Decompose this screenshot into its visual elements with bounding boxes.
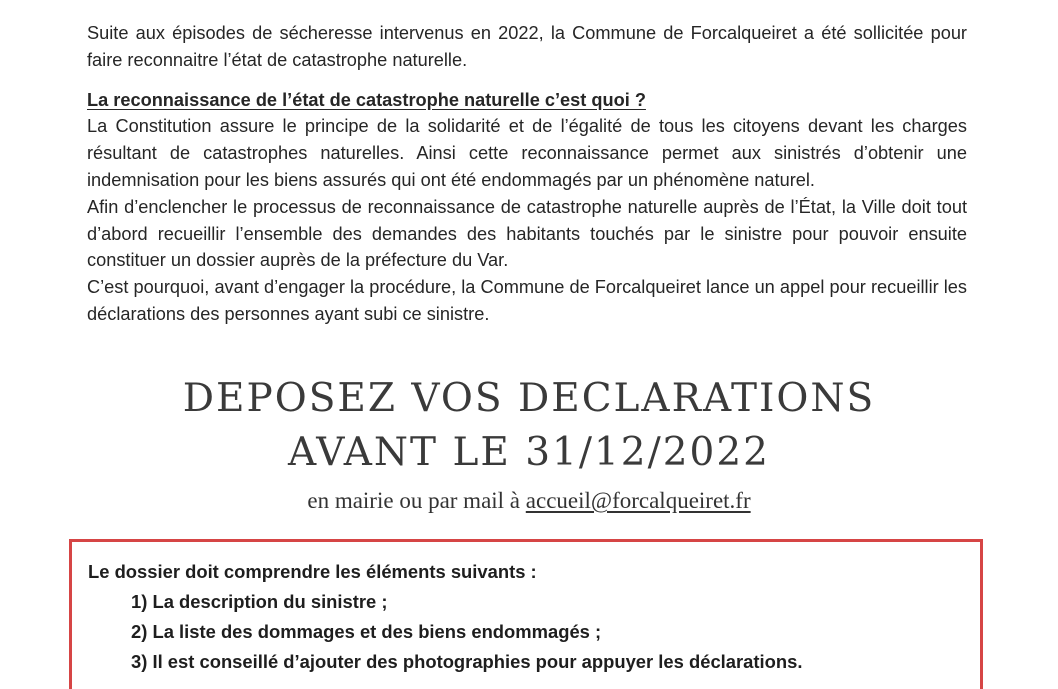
- section-paragraph-1: La Constitution assure le principe de la solidarité et de l’égalité de tous les citoyens devant les charges résultant de catastrophes naturelles. Ainsi cette reconnaissance permet aux sinistrés d’obtenir une indemnisation pour les biens assurés qui ont été endommagés par un phénomène naturel.: [87, 116, 967, 190]
- section-heading: La reconnaissance de l’état de catastrophe naturelle c’est quoi ?: [87, 89, 646, 110]
- section-paragraph-3: C’est pourquoi, avant d’engager la procédure, la Commune de Forcalqueiret lance un appel pour recueillir les déclarations des personnes ayant subi ce sinistre.: [87, 277, 967, 324]
- dossier-content: [88, 557, 968, 677]
- dossier-heading: Le dossier doit comprendre les éléments suivants :: [88, 561, 537, 582]
- list-item: 2) La liste des dommages et des biens endommagés ;: [131, 621, 602, 642]
- list-item: 1) La description du sinistre ;: [131, 591, 388, 612]
- callout-title-line-2: AVANT LE 31/12/2022: [288, 430, 770, 475]
- contact-prefix: en mairie ou par mail à: [307, 488, 526, 513]
- list-item: 3) Il est conseillé d’ajouter des photographies pour appuyer les déclarations.: [131, 651, 803, 672]
- email-link[interactable]: accueil@forcalqueiret.fr: [525, 488, 751, 513]
- body-text: [87, 20, 967, 328]
- dossier-list: [88, 587, 968, 677]
- section-paragraph-2: Afin d’enclencher le processus de reconnaissance de catastrophe naturelle auprès de l’État, la Ville doit tout d’abord recueillir l’ensemble des demandes des habitants touchés par le sinistre pour pouvoir ensuite constituer un dossier auprès de la préfecture du Var.: [87, 196, 967, 271]
- intro-paragraph: Suite aux épisodes de sécheresse intervenus en 2022, la Commune de Forcalqueiret a été sollicitée pour faire reconnaitre l’état de catastrophe naturelle.: [87, 23, 967, 70]
- callout-title-line-1: DEPOSEZ VOS DECLARATIONS: [182, 376, 876, 421]
- contact-line: [0, 488, 1058, 514]
